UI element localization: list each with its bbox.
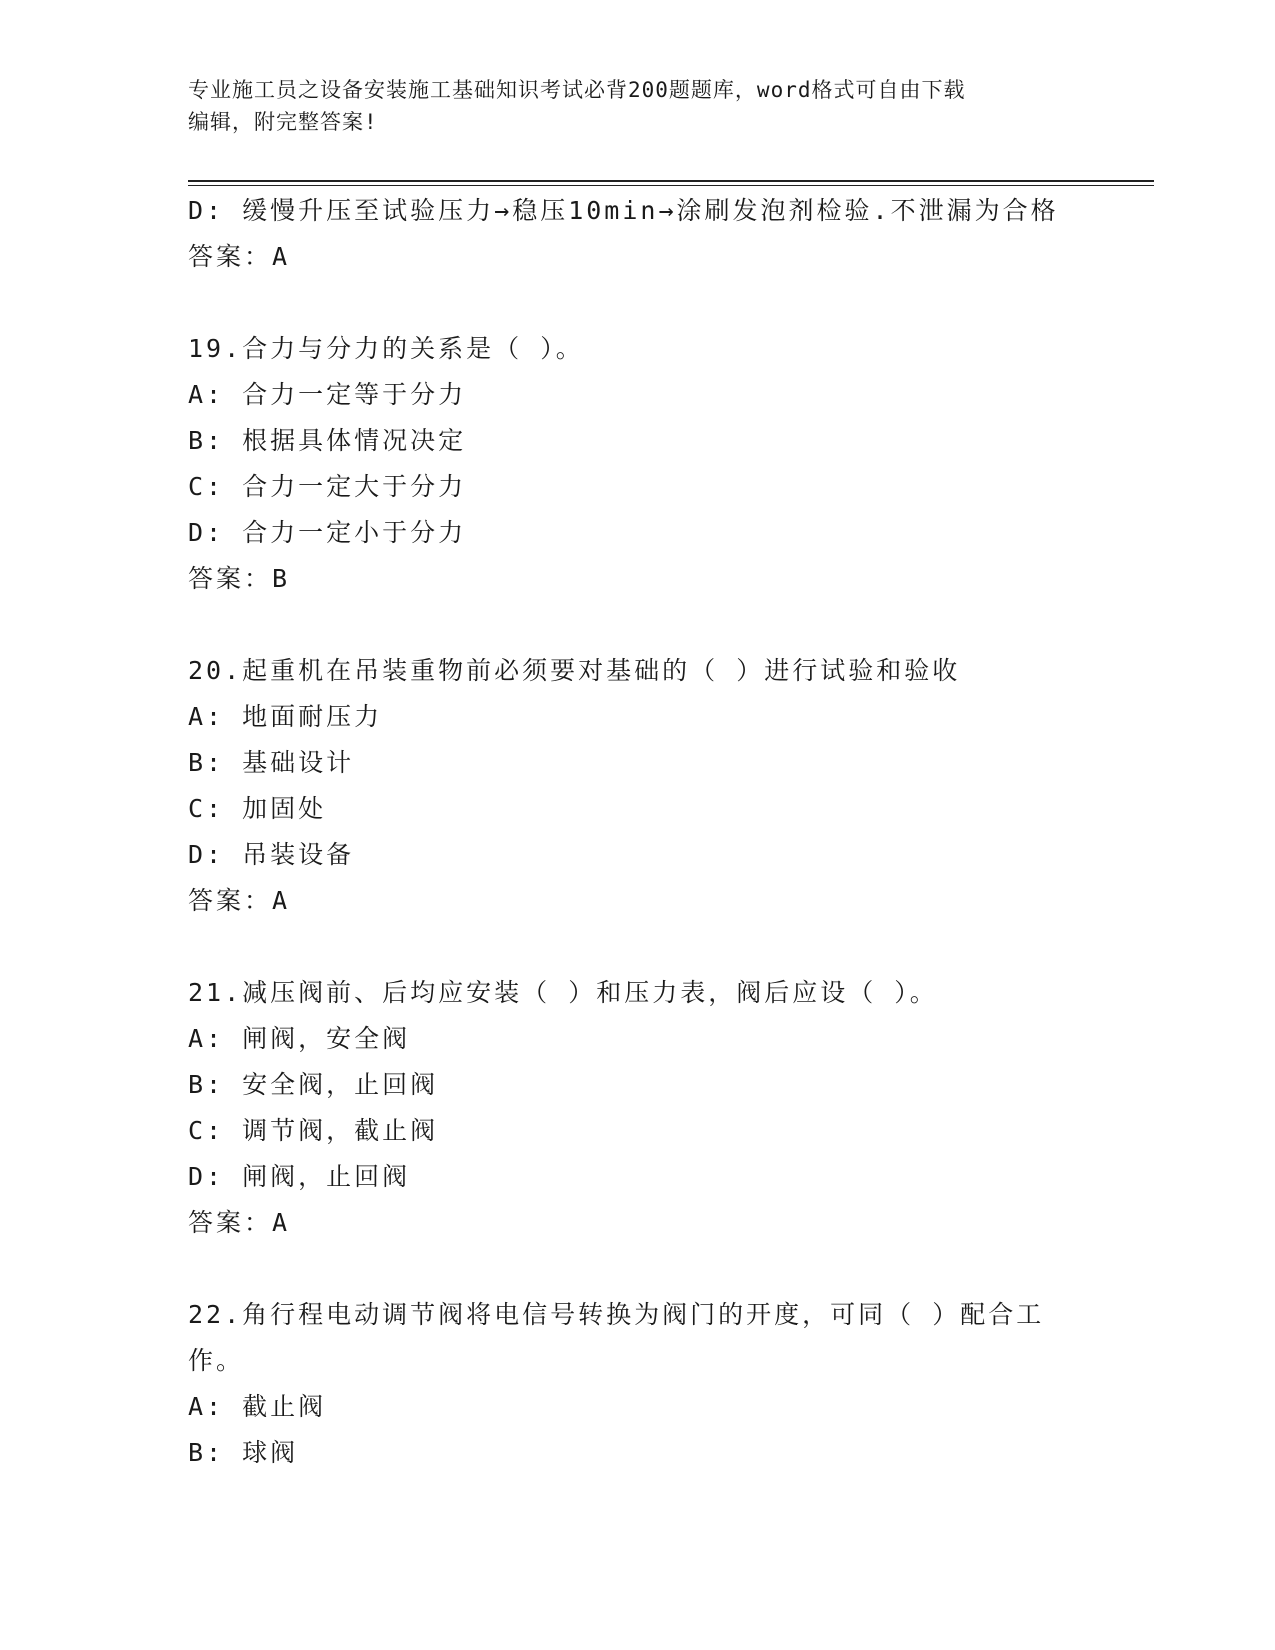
- question-stem: 21.减压阀前、后均应安装（ ）和压力表，阀后应设（ ）。: [188, 978, 938, 1007]
- spacer: [188, 924, 1128, 970]
- option-a: A: 截止阀: [188, 1392, 327, 1421]
- prev-question-option-d: D: 缓慢升压至试验压力→稳压10min→涂刷发泡剂检验.不泄漏为合格: [188, 196, 1059, 225]
- option-d: D: 吊装设备: [188, 840, 355, 869]
- option-d: D: 闸阀，止回阀: [188, 1162, 411, 1191]
- question-stem: 19.合力与分力的关系是（ ）。: [188, 334, 584, 363]
- question-22: [188, 1292, 1128, 1476]
- prev-question-answer: 答案：A: [188, 242, 291, 271]
- spacer: [188, 602, 1128, 648]
- spacer: [188, 280, 1128, 326]
- document-header: [188, 74, 1068, 138]
- option-b: B: 球阀: [188, 1438, 299, 1467]
- option-b: B: 根据具体情况决定: [188, 426, 467, 455]
- header-divider-thin: [188, 185, 1154, 186]
- option-a: A: 闸阀，安全阀: [188, 1024, 411, 1053]
- question-answer: 答案：B: [188, 564, 291, 593]
- option-a: A: 地面耐压力: [188, 702, 383, 731]
- question-21: [188, 970, 1128, 1246]
- option-a: A: 合力一定等于分力: [188, 380, 467, 409]
- question-stem-line-2: 作。: [188, 1346, 245, 1375]
- header-title-line-1: 专业施工员之设备安装施工基础知识考试必背200题题库，word格式可自由下载: [188, 78, 966, 102]
- question-answer: 答案：A: [188, 1208, 291, 1237]
- option-d: D: 合力一定小于分力: [188, 518, 467, 547]
- option-b: B: 基础设计: [188, 748, 355, 777]
- option-c: C: 加固处: [188, 794, 327, 823]
- option-c: C: 调节阀，截止阀: [188, 1116, 439, 1145]
- option-b: B: 安全阀，止回阀: [188, 1070, 439, 1099]
- question-stem: 20.起重机在吊装重物前必须要对基础的（ ）进行试验和验收: [188, 656, 961, 685]
- question-stem-line-1: 22.角行程电动调节阀将电信号转换为阀门的开度，可同（ ）配合工: [188, 1300, 1045, 1329]
- spacer: [188, 1246, 1128, 1292]
- header-divider-thick: [188, 180, 1154, 182]
- option-c: C: 合力一定大于分力: [188, 472, 467, 501]
- question-list: [188, 188, 1128, 1476]
- header-title-line-2: 编辑，附完整答案!: [188, 110, 378, 134]
- question-answer: 答案：A: [188, 886, 291, 915]
- question-20: [188, 648, 1128, 924]
- question-19: [188, 326, 1128, 602]
